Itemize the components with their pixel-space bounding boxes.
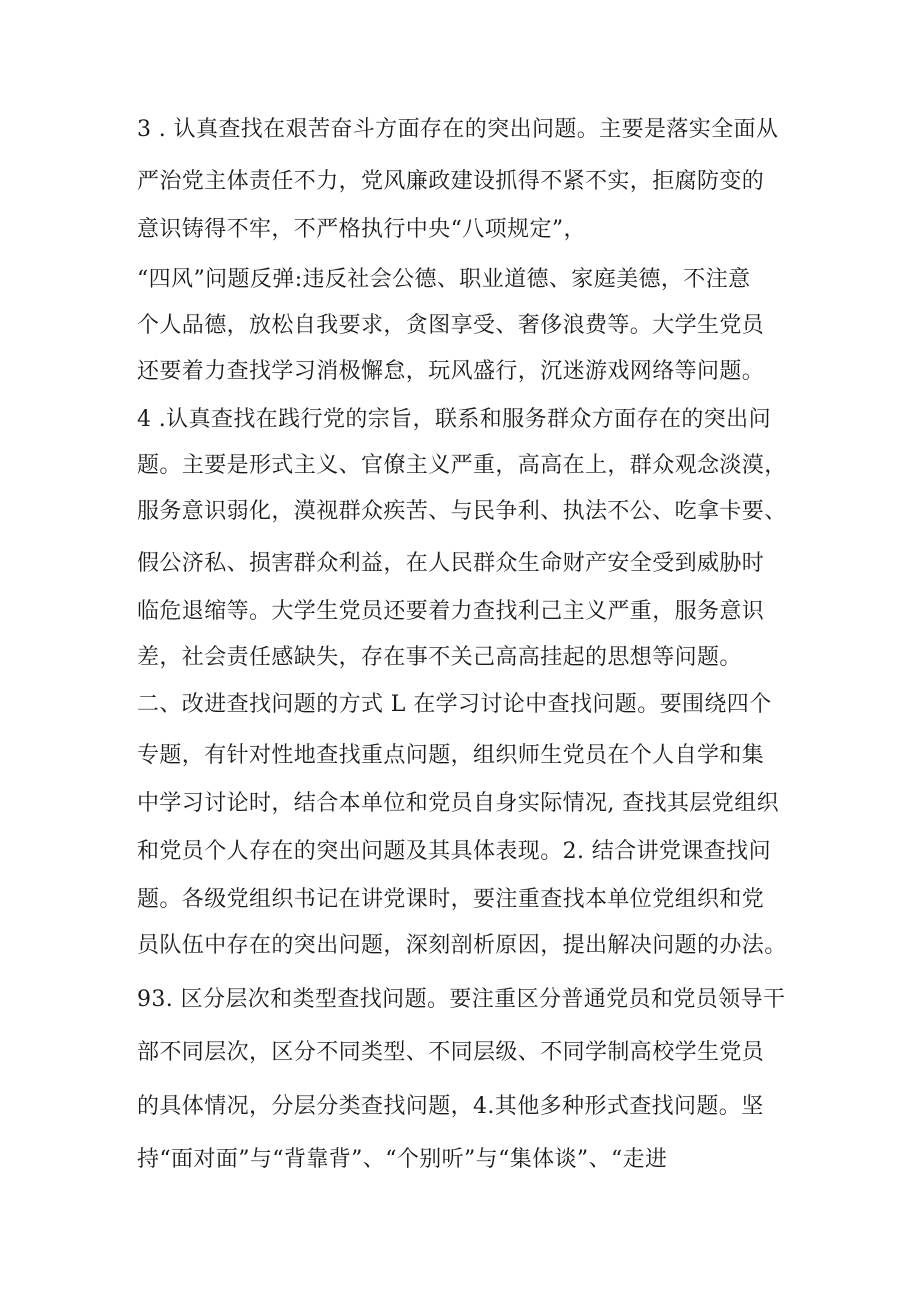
text-line: 4 .认真查找在践行党的宗旨，联系和服务群众方面存在的突出问 [137, 407, 771, 432]
text-line: 和党员个人存在的突出问题及其具体表现。2. 结合讲党课查找问 [137, 839, 771, 864]
text-line: 持“面对面”与“背靠背”、“个别听”与“集体谈”、“走进 [137, 1147, 668, 1172]
text-line: 的具体情况，分层分类查找问题，4.其他多种形式查找问题。坚 [137, 1094, 764, 1119]
text-line: 部不同层次，区分不同类型、不同层级、不同学制高校学生党员 [137, 1040, 765, 1065]
text-line: 93. 区分层次和类型查找问题。要注重区分普通党员和党员领导干 [137, 987, 786, 1012]
text-line: “四风”问题反弹:违反社会公德、职业道德、家庭美德，不注意 [137, 267, 751, 292]
text-line: 差，社会责任感缺失，存在事不关己高高挂起的思想等问题。 [137, 645, 742, 670]
text-line: 个人品德，放松自我要求，贪图享受、奢侈浪费等。大学生党员 [137, 313, 765, 338]
text-line: 3 . 认真查找在艰苦奋斗方面存在的突出问题。主要是落实全面从 [137, 117, 779, 142]
text-line: 严治党主体责任不力，党风廉政建设抓得不紧不实，拒腐防变的 [137, 169, 765, 194]
text-line: 服务意识弱化，漠视群众疾苦、与民争利、执法不公、吃拿卡要、 [137, 499, 787, 524]
text-line: 题。主要是形式主义、官僚主义严重，高高在上，群众观念淡漠， [137, 453, 787, 478]
text-line: 员队伍中存在的突出问题，深刻剖析原因，提出解决问题的办法。 [137, 933, 787, 958]
text-line: 中学习讨论时，结合本单位和党员自身实际情况, 查找其层党组织 [137, 791, 779, 816]
text-line: 假公济私、损害群众利益，在人民群众生命财产安全受到威胁时 [137, 551, 765, 576]
text-line: 二、改进查找问题的方式 L 在学习讨论中查找问题。要围绕四个 [137, 692, 772, 717]
text-line: 专题，有针对性地查找重点问题，组织师生党员在个人自学和集 [137, 743, 765, 768]
text-line: 意识铸得不牢，不严格执行中央“八项规定”， [137, 217, 586, 242]
text-line: 题。各级党组织书记在讲党课时，要注重查找本单位党组织和党 [137, 887, 765, 912]
text-line: 临危退缩等。大学生党员还要着力查找利己主义严重，服务意识 [137, 599, 765, 624]
text-line: 还要着力查找学习消极懈怠，玩风盛行，沉迷游戏网络等问题。 [137, 359, 765, 384]
